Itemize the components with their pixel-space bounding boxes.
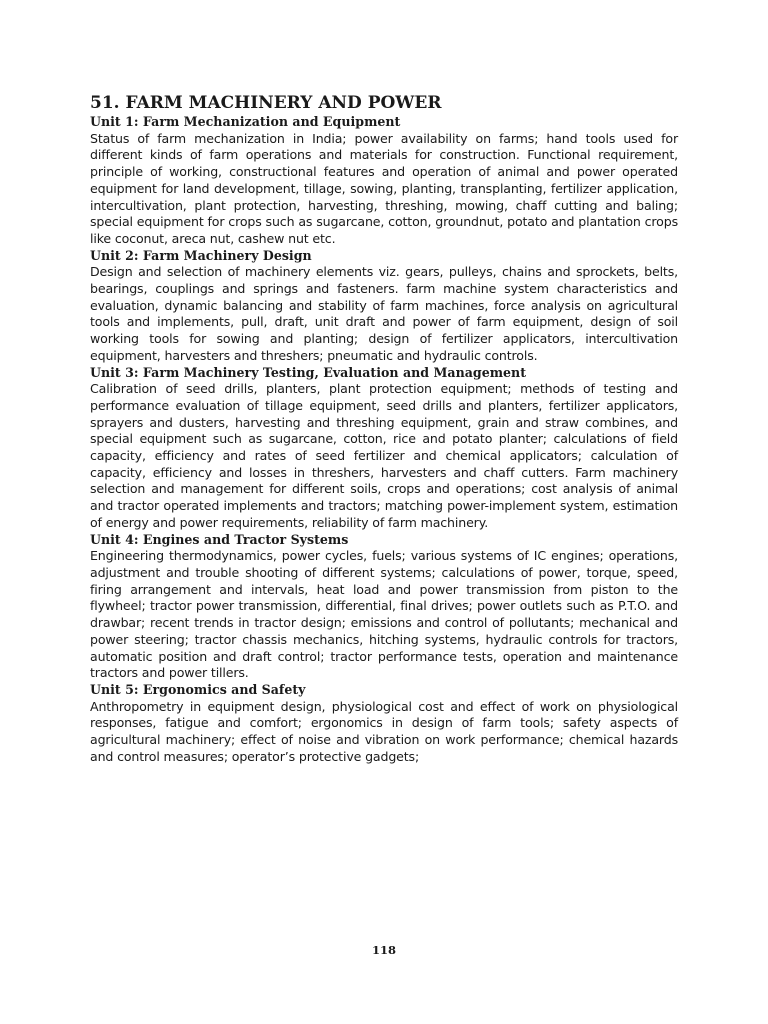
unit-section-4 <box>90 532 678 682</box>
unit-section-2 <box>90 248 678 365</box>
unit-body: Anthropometry in equipment design, physiological cost and effect of work on physiological responses, fatigue and comfort; ergonomics in design of farm tools; safety aspects of agricultural machinery; effect of noise and vibration on work performance; chemical hazards and control measures; operator’s protective gadgets; <box>90 698 678 764</box>
unit-body: Design and selection of machinery elements viz. gears, pulleys, chains and sprockets, belts, bearings, couplings and springs and fasteners. farm machine system characteristics and evaluation, dynamic balancing and stability of farm machines, force analysis on agricultural tools and implements, pull, draft, unit draft and power of farm equipment, design of soil working tools for sowing and planting; design of fertilizer applicators, intercultivation equipment, harvesters and threshers; pneumatic and hydraulic controls. <box>90 264 678 363</box>
unit-section-3 <box>90 365 678 532</box>
unit-heading: Unit 4: Engines and Tractor Systems <box>90 531 349 547</box>
unit-body: Status of farm mechanization in India; power availability on farms; hand tools used for different kinds of farm operations and materials for construction. Functional requirement, principle of working, constructional features and operation of animal and power operated equipment for land development, tillage, sowing, planting, transplanting, fertilizer application, intercultivation, plant protection, harvesting, threshing, mowing, chaff cutting and baling; special equipment for crops such as sugarcane, cotton, groundnut, potato and plantation crops like coconut, areca nut, cashew nut etc. <box>90 130 678 246</box>
unit-body: Engineering thermodynamics, power cycles, fuels; various systems of IC engines; operations, adjustment and trouble shooting of different systems; calculations of power, torque, speed, firing arrangement and intervals, heat load and power transmission from piston to the flywheel; tractor power transmission, differential, final drives; power outlets such as P.T.O. and drawbar; recent trends in tractor design; emissions and control of pollutants; mechanical and power steering; tractor chassis mechanics, hitching systems, hydraulic controls for tractors, automatic position and draft control; tractor performance tests, operation and maintenance tractors and power tillers. <box>90 548 678 681</box>
document-page <box>90 92 678 765</box>
unit-heading: Unit 2: Farm Machinery Design <box>90 247 312 263</box>
page-title: 51. FARM MACHINERY AND POWER <box>90 93 442 113</box>
unit-body: Calibration of seed drills, planters, plant protection equipment; methods of testing and performance evaluation of tillage equipment, seed drills and planters, fertilizer applicators, sprayers and dusters, harvesting and threshing equipment, grain and straw combines, and special equipment such as sugarcane, cotton, rice and potato planter; calculations of field capacity, efficiency and rates of seed fertilizer and chemical applicators; calculation of capacity, efficiency and losses in threshers, harvesters and chaff cutters. Farm machinery selection and management for different soils, crops and operations; cost analysis of animal and tractor operated implements and tractors; matching power-implement system, estimation of energy and power requirements, reliability of farm machinery. <box>90 381 678 530</box>
unit-heading: Unit 3: Farm Machinery Testing, Evaluation and Management <box>90 364 527 380</box>
unit-section-5 <box>90 682 678 766</box>
unit-heading: Unit 5: Ergonomics and Safety <box>90 681 306 697</box>
page-number: 118 <box>371 943 396 957</box>
unit-heading: Unit 1: Farm Mechanization and Equipment <box>90 114 401 129</box>
unit-section-1 <box>90 114 678 248</box>
